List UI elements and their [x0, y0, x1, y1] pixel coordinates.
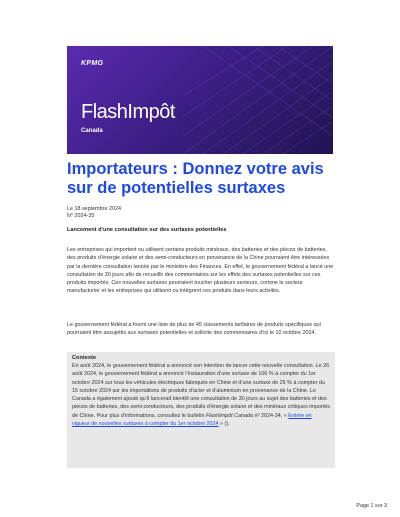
bulletin-ref: nº 2024-34, «	[253, 412, 289, 419]
bulletin-link[interactable]: Entrée en vigueur de nouvelles surtaxes à compter du 1er octobre 2024	[72, 412, 312, 428]
banner-pattern-graphic	[183, 46, 333, 154]
header-banner	[67, 46, 333, 154]
context-box	[67, 352, 335, 468]
newsletter-name: FlashImpôt	[81, 101, 175, 123]
newsletter-region: Canada	[81, 128, 103, 134]
context-heading: Contexte	[72, 355, 96, 361]
document-title: Importateurs : Donnez votre avis sur de potentielles surtaxes	[67, 160, 324, 197]
document-meta	[67, 206, 121, 220]
bulletin-name: FlashImpôt Canada	[205, 412, 253, 419]
context-body: En août 2024, le gouvernement fédéral a annoncé son intention de lancer cette nouvelle consultation. Le 26 août 2024, le gouvernement fédéral a annoncé l’instauration d’une surtaxe de 100 % à compter du 1er octobre 2024 sur tous les véhicules électriques fabriqués en Chine et d’une surtaxe de 25 % à compter du 15 octobre 2024 sur les importations de produits d’acier et d’aluminium en provenance de la Chine. Le Canada a également ajouté qu’il lancerait bientôt une consultation de 30 jours au sujet des batteries et des pièces de batteries, des semi-conducteurs, des produits d’énergie solaire et des minéraux critiques importés de Chine. Pour plus d’informations, consultez le bulletin	[72, 363, 330, 419]
publication-date: Le 18 septembre 2024	[67, 206, 121, 212]
section-heading: Lancement d’une consultation sur des surtaxes potentielles	[67, 227, 227, 233]
kpmg-logo: KPMG	[81, 60, 104, 67]
context-text	[72, 362, 330, 428]
bulletin-number: N° 2024-35	[67, 213, 95, 219]
intro-paragraph: Les entreprises qui importent ou utilisent certains produits minéraux, des batteries et des pièces de batteries, des produits d’énergie solaire et des semi-conducteurs en provenance de la Chine pourraient être intéressées par la dernière consultation lancée par le ministère des Finances. En effet, le gouvernement fédéral a lancé une consultation de 30 jours afin de recueillir des commentaires sur les effets des surtaxes potentielles sur ces produits importés. Ces nouvelles surtaxes pourraient toucher plusieurs secteurs, comme le secteur manufacturier et les entreprises qui utilisent ou intègrent ces produits dans leurs activités.	[67, 247, 334, 295]
page-number: Page 1 sur 3	[356, 503, 387, 509]
context-closing: » ().	[218, 421, 230, 428]
consultation-paragraph: Le gouvernement fédéral a fourni une liste de plus de 45 classements tarifaires de produits spécifiques qui pourraient être assujettis aux surtaxes potentielles et sollicite des commentaires d’ici le 10 octobre 2024.	[67, 322, 321, 337]
